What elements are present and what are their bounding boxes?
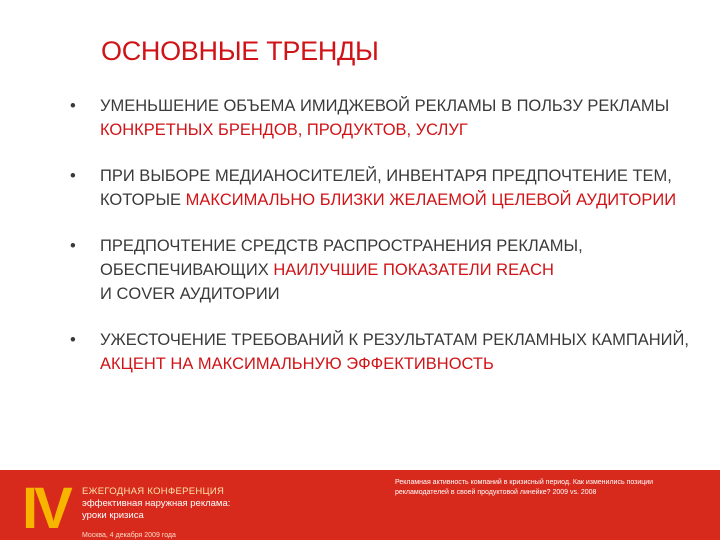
bullet-item-image-ads bbox=[66, 94, 706, 142]
bullet-highlight: КОНКРЕТНЫХ БРЕНДОВ, ПРОДУКТОВ, УСЛУГ bbox=[100, 121, 468, 139]
conference-number-logo: IV bbox=[22, 476, 69, 541]
bullet-list bbox=[66, 94, 706, 398]
bullet-item-media-choice bbox=[66, 164, 706, 212]
bullet-marker: • bbox=[70, 97, 76, 115]
bullet-item-effectiveness bbox=[66, 328, 706, 376]
bullet-text: ПРИ ВЫБОРЕ МЕДИАНОСИТЕЛЕЙ, ИНВЕНТАРЯ ПРЕДПОЧТЕНИЕ ТЕМ, КОТОРЫЕ bbox=[100, 167, 672, 209]
conference-subtitle-line1: эффективная наружная реклама: bbox=[82, 498, 231, 509]
bullet-highlight: МАКСИМАЛЬНО БЛИЗКИ ЖЕЛАЕМОЙ ЦЕЛЕВОЙ АУДИТОРИИ bbox=[185, 191, 677, 209]
footer-note: Рекламная активность компаний в кризисный период. Как изменились позиции рекламодателей в своей продуктовой линейке? 2009 vs. 2008 bbox=[395, 479, 654, 496]
bullet-marker: • bbox=[70, 237, 76, 255]
bullet-text-continued: И COVER АУДИТОРИИ bbox=[100, 285, 280, 303]
bullet-item-reach-cover bbox=[66, 234, 706, 306]
bullet-marker: • bbox=[70, 331, 76, 349]
slide-title: ОСНОВНЫЕ ТРЕНДЫ bbox=[101, 36, 379, 66]
conference-subtitle-line2: уроки кризиса bbox=[82, 510, 144, 521]
conference-date: Москва, 4 декабря 2009 года bbox=[82, 532, 176, 539]
bullet-highlight: АКЦЕНТ НА МАКСИМАЛЬНУЮ ЭФФЕКТИВНОСТЬ bbox=[100, 355, 494, 373]
bullet-text: ПРЕДПОЧТЕНИЕ СРЕДСТВ РАСПРОСТРАНЕНИЯ РЕКЛАМЫ, ОБЕСПЕЧИВАЮЩИХ bbox=[100, 237, 583, 279]
footer-banner bbox=[0, 470, 720, 540]
conference-title: ЕЖЕГОДНАЯ КОНФЕРЕНЦИЯ bbox=[82, 486, 225, 497]
bullet-text: УМЕНЬШЕНИЕ ОБЪЕМА ИМИДЖЕВОЙ РЕКЛАМЫ В ПОЛЬЗУ РЕКЛАМЫ bbox=[100, 97, 670, 115]
bullet-marker: • bbox=[70, 167, 76, 185]
bullet-text: УЖЕСТОЧЕНИЕ ТРЕБОВАНИЙ К РЕЗУЛЬТАТАМ РЕКЛАМНЫХ КАМПАНИЙ, bbox=[100, 331, 689, 349]
bullet-highlight: НАИЛУЧШИЕ ПОКАЗАТЕЛИ REACH bbox=[273, 261, 554, 279]
conference-info bbox=[82, 486, 230, 542]
